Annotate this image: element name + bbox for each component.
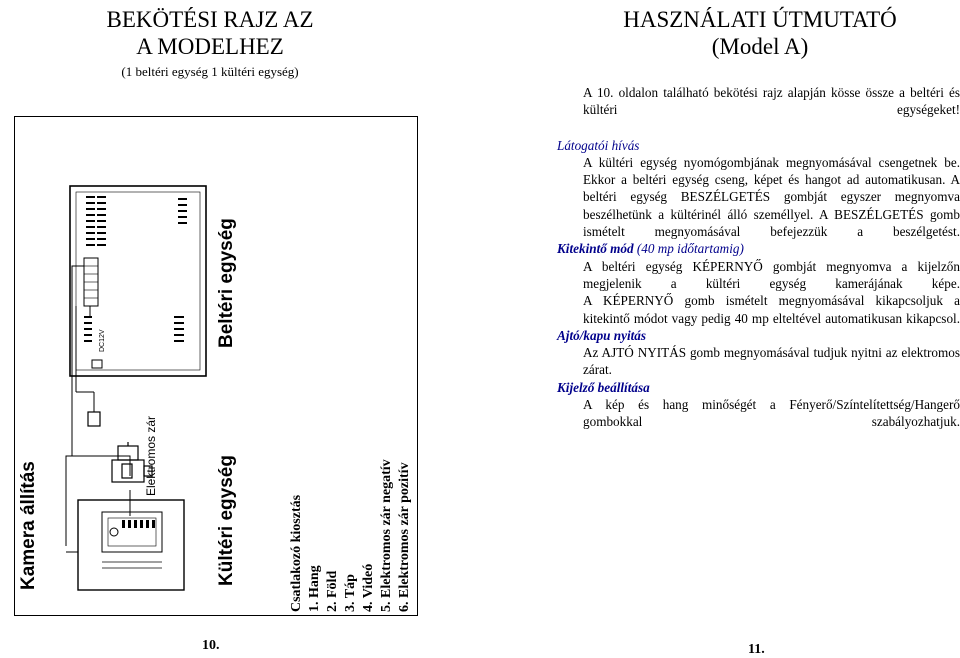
intro-paragraph: A 10. oldalon található bekötési rajz alapján kösse össze a beltéri és kültéri egységeket!: [583, 85, 960, 118]
camera-adjust-label: Kamera állítás: [18, 461, 39, 590]
right-page-title: [560, 6, 960, 60]
left-page-subtitle: (1 beltéri egység 1 kültéri egység): [121, 64, 299, 79]
section-paragraph: A beltéri egység KÉPERNYŐ gombját megnyomva a kijelzőn megjelenik a kültéri egység kamerájának képe.: [583, 258, 960, 291]
left-page-title: [0, 6, 420, 60]
section-paragraph: A KÉPERNYŐ gomb ismételt megnyomásával kikapcsoljuk a kitekintő módot vagy pedig 40 mp elteltével automatikusan kikapcsol.: [583, 293, 960, 326]
left-title-line1: BEKÖTÉSI RAJZ AZ: [106, 7, 314, 32]
legend-item-1: 1. Hang: [307, 565, 322, 612]
outdoor-unit-label: Kültéri egység: [216, 455, 237, 586]
section-paragraph: A kültéri egység nyomógombjának megnyomásával csengetnek be. Ekkor a beltéri egység cseng, képet és hangot ad automatikusan. A beltéri egység BESZÉLGETÉS gombját egyszer megnyomva beszélhetünk a kültérinél álló személlyel. A BESZÉLGETÉS gomb ismételt megnyomásával befejezzük a beszélgetést.: [583, 154, 960, 240]
indoor-unit-label: Beltéri egység: [216, 218, 237, 348]
section-paragraph: Az AJTÓ NYITÁS gomb megnyomásával tudjuk nyitni az elektromos zárat.: [583, 345, 960, 378]
legend-item-5: 5. Elektromos zár negatív: [379, 459, 394, 612]
legend-item-2: 2. Föld: [325, 570, 340, 612]
legend-item-3: 3. Táp: [343, 574, 358, 612]
terminal-legend: [289, 459, 412, 612]
manual-body: [557, 84, 960, 431]
board-label: DC12V: [99, 329, 106, 352]
left-page-number: 10.: [202, 638, 220, 653]
section-heading-display-settings: Kijelző beállítása: [557, 379, 650, 395]
right-title-line1: HASZNÁLATI ÚTMUTATÓ: [623, 7, 897, 32]
legend-title: Csatlakozó kiosztás: [289, 494, 304, 612]
section-heading-visitor-call: Látogatói hívás: [557, 137, 640, 153]
right-title-line2: (Model A): [711, 34, 809, 59]
legend-item-4: 4. Videó: [361, 563, 376, 612]
legend-item-6: 6. Elektromos zár pozitív: [397, 462, 412, 612]
indoor-unit: [70, 186, 206, 376]
section-heading-door-open: Ajtó/kapu nyitás: [557, 327, 647, 343]
outdoor-unit: [66, 500, 184, 590]
left-title-line2: A MODELHEZ: [136, 34, 284, 59]
wiring: [66, 266, 130, 546]
lock-label: Elektromos zár: [144, 415, 158, 496]
section-paragraph: A kép és hang minőségét a Fényerő/Színtelítettség/Hangerő gombokkal szabályozhatjuk.: [583, 397, 960, 430]
wiring-diagram: [14, 116, 418, 616]
section-heading-monitor-mode: Kitekintő mód (40 mp időtartamig): [557, 241, 744, 257]
right-page-number: 11.: [748, 642, 765, 657]
